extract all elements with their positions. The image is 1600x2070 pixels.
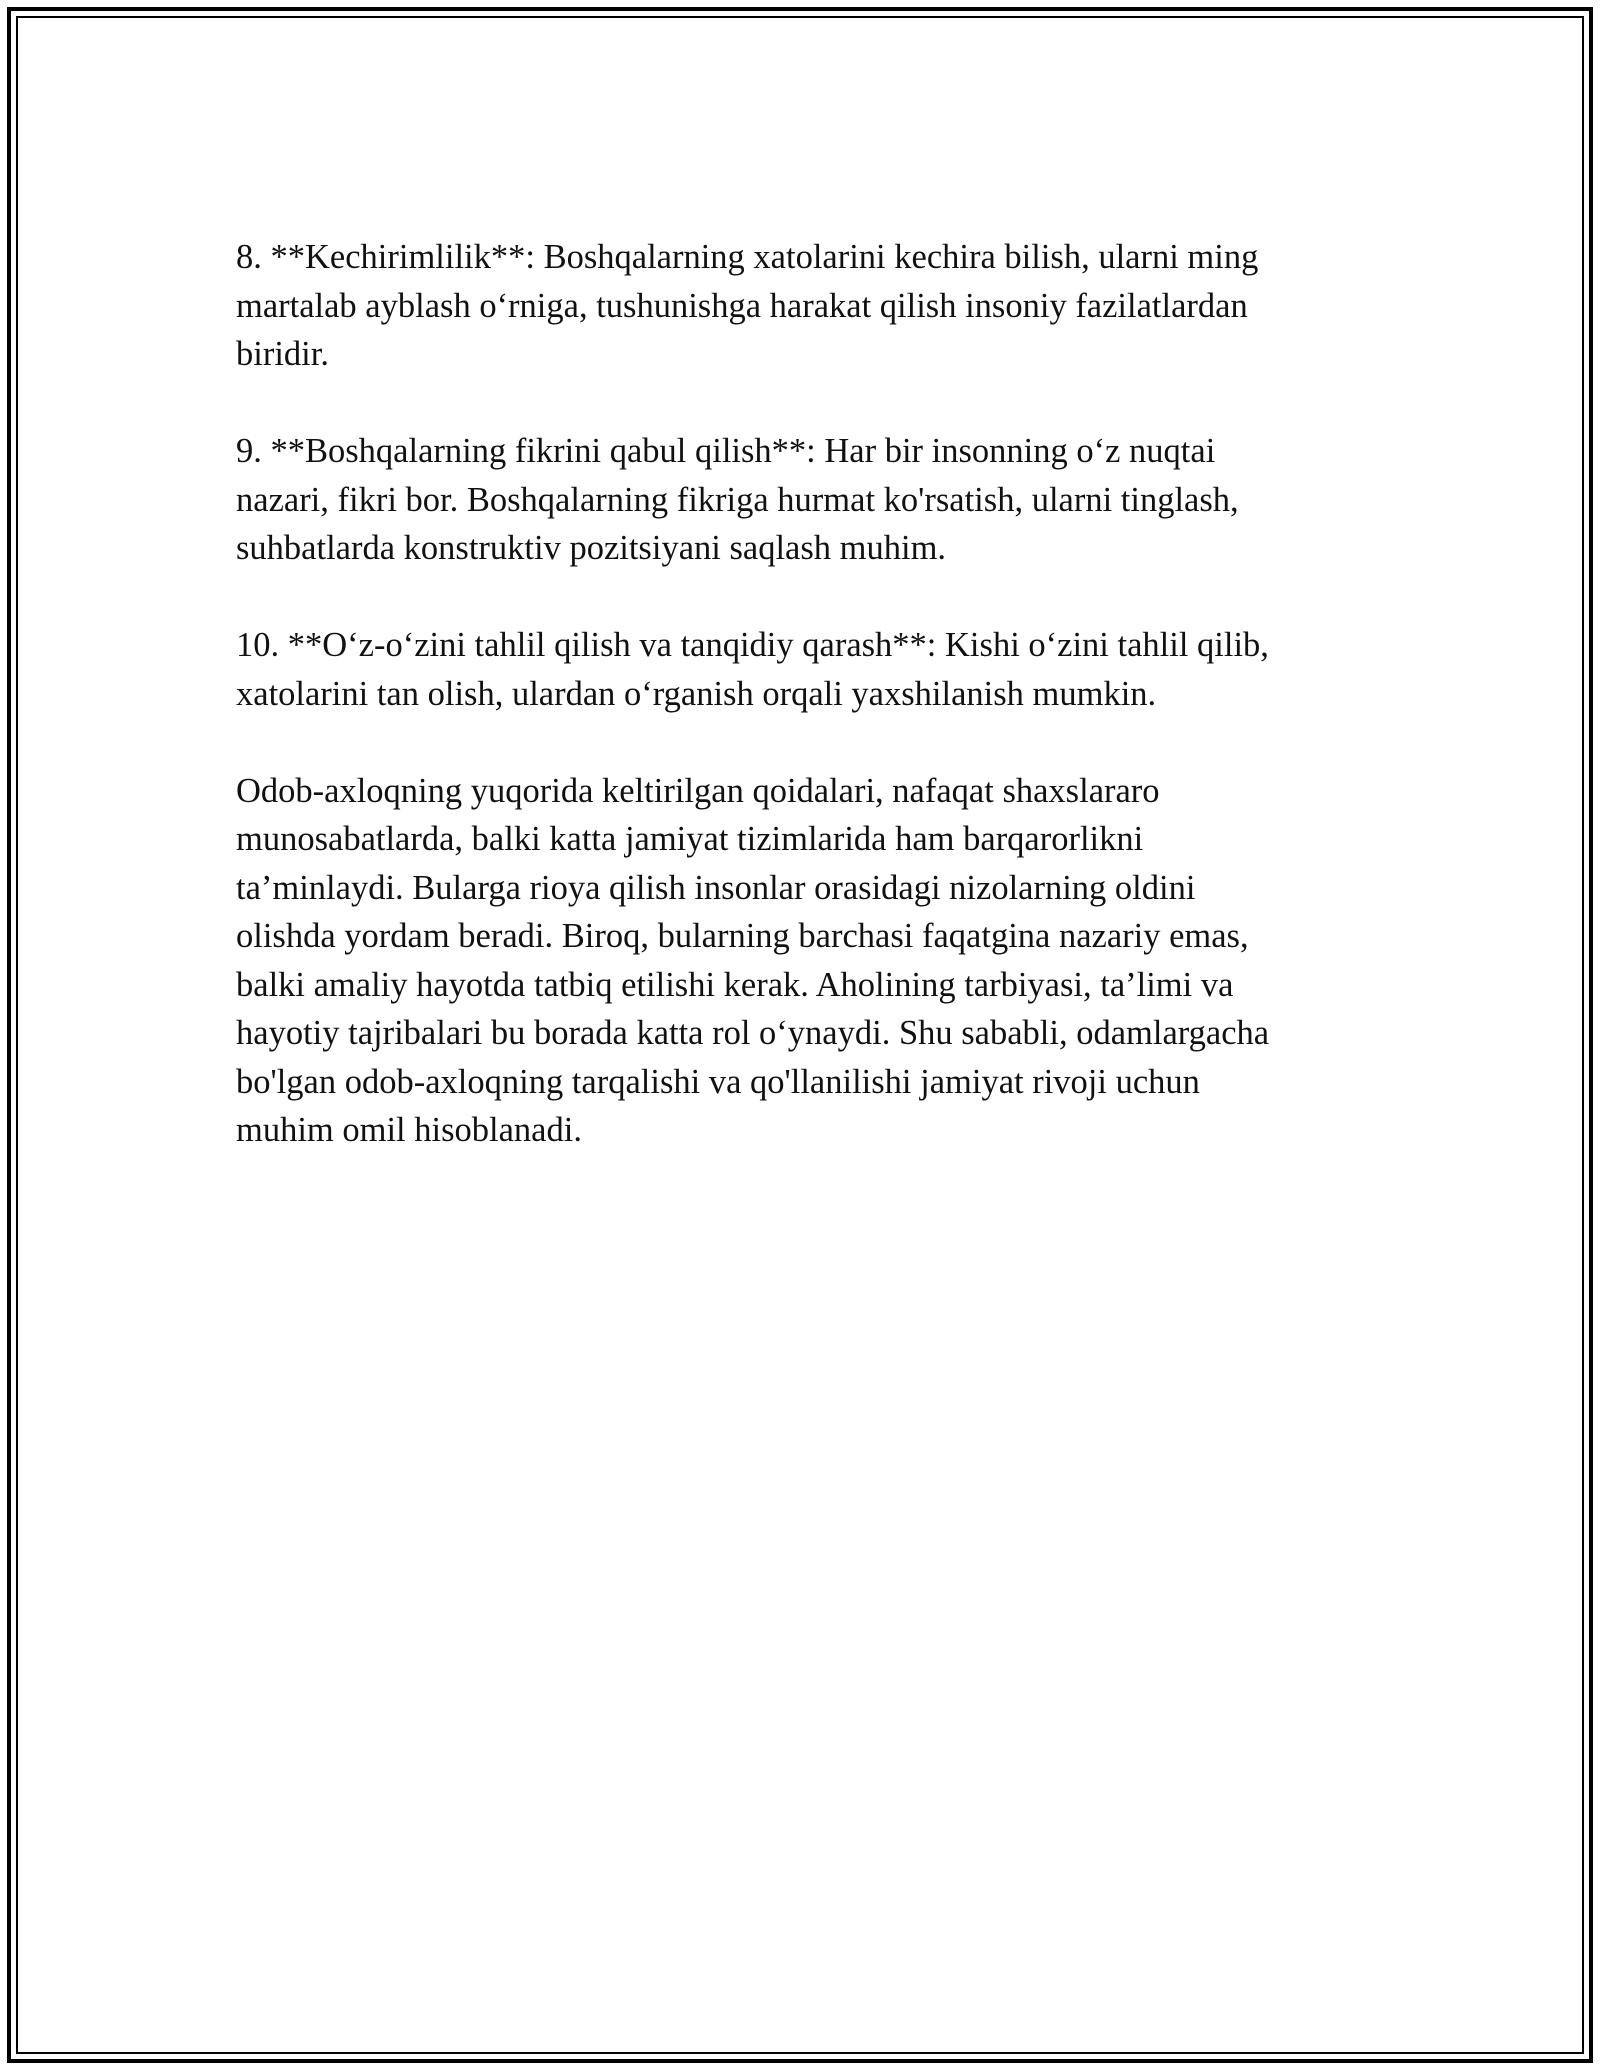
paragraph-item-10 — [236, 621, 1356, 718]
document-body — [236, 233, 1356, 1203]
text-line: suhbatlarda konstruktiv pozitsiyani saqlash muhim. — [236, 529, 947, 567]
text-line: biridir. — [236, 335, 329, 373]
text-line: Odob-axloqning yuqorida keltirilgan qoidalari, nafaqat shaxslararo — [236, 771, 1160, 810]
text-line: bo'lgan odob-axloqning tarqalishi va qo'llanilishi jamiyat rivoji uchun — [236, 1062, 1200, 1101]
text-line: 10. **O‘z-o‘zini tahlil qilish va tanqidiy qarash**: Kishi o‘zini tahlil qilib, — [236, 626, 1269, 664]
paragraph-item-9 — [236, 427, 1356, 573]
text-line: balki amaliy hayotda tatbiq etilishi kerak. Aholining tarbiyasi, ta’limi va — [236, 965, 1234, 1004]
paragraph-conclusion — [236, 767, 1356, 1155]
text-line: martalab ayblash o‘rniga, tushunishga harakat qilish insoniy fazilatlardan — [236, 286, 1248, 325]
text-line: nazari, fikri bor. Boshqalarning fikriga hurmat ko'rsatish, ularni tinglash, — [236, 480, 1239, 519]
text-line: olishda yordam beradi. Biroq, bularning barchasi faqatgina nazariy emas, — [236, 917, 1249, 955]
text-line: ta’minlaydi. Bularga rioya qilish insonlar orasidagi nizolarning oldini — [236, 868, 1196, 907]
text-line: 9. **Boshqalarning fikrini qabul qilish**: Har bir insonning o‘z nuqtai — [236, 432, 1216, 470]
paragraph-item-8 — [236, 233, 1356, 379]
text-line: muhim omil hisoblanadi. — [236, 1111, 582, 1149]
text-line: xatolarini tan olish, ulardan o‘rganish orqali yaxshilanish mumkin. — [236, 674, 1157, 713]
text-line: munosabatlarda, balki katta jamiyat tizimlarida ham barqarorlikni — [236, 820, 1144, 858]
text-line: hayotiy tajribalari bu borada katta rol o‘ynaydi. Shu sababli, odamlargacha — [236, 1014, 1270, 1052]
text-line: 8. **Kechirimlilik**: Boshqalarning xatolarini kechira bilish, ularni ming — [236, 238, 1259, 276]
